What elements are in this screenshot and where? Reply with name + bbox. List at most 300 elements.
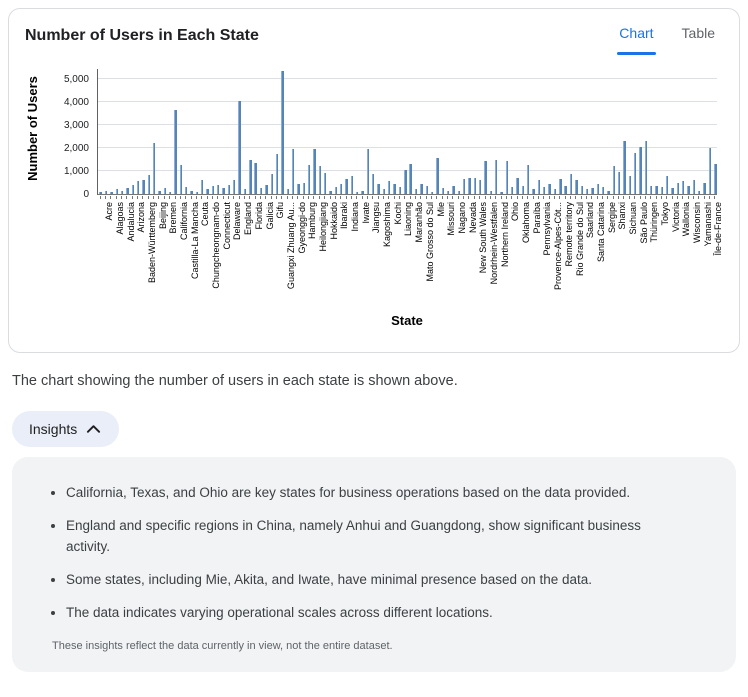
x-tick [308, 196, 309, 199]
bar [351, 176, 353, 194]
insights-button-label: Insights [29, 421, 78, 437]
bar [372, 174, 374, 194]
bar [303, 183, 305, 195]
x-tick [495, 196, 496, 199]
bar [607, 191, 609, 194]
bar [490, 191, 492, 194]
bar [442, 188, 444, 194]
bar [671, 188, 673, 194]
gridline [98, 101, 717, 102]
x-tick-label: Delaware [232, 202, 243, 241]
bar [244, 189, 246, 194]
bar [559, 179, 561, 194]
x-tick [682, 196, 683, 199]
x-tick-label: Alagoas [114, 202, 125, 235]
x-tick [265, 196, 266, 199]
x-tick [511, 196, 512, 199]
bar [249, 160, 251, 194]
bar [687, 186, 689, 194]
bar [415, 189, 417, 194]
bar [276, 154, 278, 194]
y-axis [43, 69, 97, 200]
x-tick [479, 196, 480, 199]
bar [500, 192, 502, 194]
bar [709, 148, 711, 194]
bar [105, 191, 107, 194]
x-tick [346, 196, 347, 199]
x-tick [148, 196, 149, 199]
x-tick [185, 196, 186, 199]
x-tick [223, 196, 224, 199]
chevron-up-icon [86, 424, 101, 434]
bar [254, 163, 256, 194]
bar [484, 161, 486, 194]
x-tick [153, 196, 154, 199]
x-tick-label: Florida [253, 202, 264, 230]
x-tick [142, 196, 143, 199]
bar [591, 188, 593, 194]
bar [634, 153, 636, 194]
x-tick-label: Heilongjiang [317, 202, 328, 252]
bar [393, 184, 395, 194]
x-tick [666, 196, 667, 199]
x-tick-label: Paraíba [531, 202, 542, 234]
bar [554, 189, 556, 194]
bar [522, 186, 524, 194]
tab-active-underline [617, 52, 655, 55]
x-tick [538, 196, 539, 199]
bar [281, 71, 283, 194]
x-tick [276, 196, 277, 199]
x-tick [404, 196, 405, 199]
x-tick-label: Rio Grande do Sul [574, 202, 585, 277]
gridline [98, 124, 717, 125]
x-tick-label: Ohio [510, 202, 521, 222]
x-tick [249, 196, 250, 199]
bar [650, 186, 652, 194]
x-tick [330, 196, 331, 199]
x-tick-label: Pennsylvania [542, 202, 553, 256]
x-tick [714, 196, 715, 199]
bar [238, 101, 240, 194]
x-tick-label: Nevada [467, 202, 478, 234]
bar [468, 178, 470, 194]
y-axis-title: Number of Users [24, 75, 40, 181]
x-tick [228, 196, 229, 199]
x-tick [570, 196, 571, 199]
bar [506, 161, 508, 194]
x-tick [207, 196, 208, 199]
bar [126, 188, 128, 194]
card-header [25, 25, 725, 51]
bar [377, 184, 379, 194]
bar [661, 187, 663, 194]
x-tick [640, 196, 641, 199]
x-tick [597, 196, 598, 199]
x-tick-label: New South Wales [478, 202, 489, 274]
bar [548, 184, 550, 194]
bar [409, 164, 411, 194]
insight-bullet: • Some states, including Mie, Akita, and Iwate, have minimal presence based on the data. [66, 570, 686, 590]
insight-bullet: • California, Texas, and Ohio are key states for business operations based on the data provided. [66, 483, 686, 503]
x-tick [362, 196, 363, 199]
x-tick [121, 196, 122, 199]
x-tick [169, 196, 170, 199]
bar [431, 192, 433, 194]
caption: The chart showing the number of users in each state is shown above. [12, 373, 458, 389]
bar [319, 166, 321, 194]
bar [361, 191, 363, 194]
tab-chart-label: Chart [619, 25, 654, 41]
bar [217, 185, 219, 194]
x-tick [196, 196, 197, 199]
bar [297, 184, 299, 194]
bar [164, 188, 166, 194]
x-tick-label: Gyeonggi-do [296, 202, 307, 254]
bar [602, 187, 604, 194]
x-tick-label: Ceuta [200, 202, 211, 227]
bar [538, 180, 540, 194]
x-tick [399, 196, 400, 199]
bar [137, 181, 139, 194]
bar [698, 191, 700, 194]
x-tick [356, 196, 357, 199]
bar [447, 191, 449, 194]
x-tick-label: Arizona [136, 202, 147, 233]
bar [682, 181, 684, 194]
x-tick-label: Mato Grosso do Sul [424, 202, 435, 282]
x-tick [688, 196, 689, 199]
x-tick [313, 196, 314, 199]
bar [180, 165, 182, 194]
x-tick [378, 196, 379, 199]
bar [613, 166, 615, 194]
bar [458, 191, 460, 194]
bar [148, 175, 150, 194]
x-tick-label: Bremen [168, 202, 179, 234]
y-tick-label: 2,000 [63, 143, 89, 154]
x-tick [575, 196, 576, 199]
x-tick [410, 196, 411, 199]
bar [645, 141, 647, 194]
x-tick-label: Baden-Württemberg [146, 202, 157, 284]
insight-bullet: • England and specific regions in China, namely Anhui and Guangdong, show significant business activity. [66, 516, 686, 557]
bar [222, 188, 224, 194]
x-tick [116, 196, 117, 199]
x-tick-label: Hokkaido [328, 202, 339, 240]
x-tick [281, 196, 282, 199]
x-tick-label: Remote territory [563, 202, 574, 267]
bar [185, 187, 187, 194]
x-tick [661, 196, 662, 199]
x-tick-label: Thüringen [649, 202, 660, 243]
x-tick [645, 196, 646, 199]
bar [271, 174, 273, 194]
x-tick [623, 196, 624, 199]
x-tick-label: Nordrhein-Westfalen [489, 202, 499, 285]
bar [714, 164, 716, 194]
x-tick [506, 196, 507, 199]
x-tick [137, 196, 138, 199]
x-tick [677, 196, 678, 199]
bar [265, 185, 267, 194]
x-tick-label: Connecticut [221, 202, 232, 250]
bar [228, 185, 230, 194]
x-tick-label: Maranhão [414, 202, 425, 243]
x-tick [110, 196, 111, 199]
x-tick [613, 196, 614, 199]
x-tick [704, 196, 705, 199]
x-tick-label: Missouri [446, 202, 457, 236]
bar [388, 181, 390, 194]
bar [287, 189, 289, 194]
x-tick [436, 196, 437, 199]
y-tick-label: 1,000 [63, 166, 89, 177]
bar [532, 189, 534, 194]
bar-chart [25, 65, 725, 337]
x-tick-label: Île-de-France [713, 202, 724, 256]
x-tick [693, 196, 694, 199]
y-tick-label: 5,000 [63, 74, 89, 85]
x-tick [324, 196, 325, 199]
x-tick [490, 196, 491, 199]
x-tick [415, 196, 416, 199]
bar [340, 184, 342, 194]
x-tick [233, 196, 234, 199]
bar [639, 147, 641, 194]
bar [121, 191, 123, 194]
x-tick [388, 196, 389, 199]
x-tick [463, 196, 464, 199]
bar [597, 184, 599, 194]
x-tick-label: California [179, 202, 189, 241]
bar [703, 183, 705, 194]
bar [174, 110, 176, 194]
x-tick-label: Yamanashi [702, 202, 713, 247]
x-tick-label: Northern Ireland [499, 202, 510, 268]
tab-chart[interactable] [619, 25, 653, 51]
x-tick [335, 196, 336, 199]
x-tick-label: Santa Catarina [595, 202, 606, 263]
bar [260, 188, 262, 194]
bar [527, 165, 529, 194]
x-tick [602, 196, 603, 199]
tab-table[interactable] [682, 25, 715, 51]
x-tick [672, 196, 673, 199]
bar [479, 180, 481, 194]
x-tick [105, 196, 106, 199]
plot-area [97, 69, 717, 195]
page-title: Number of Users in Each State [25, 27, 259, 44]
x-tick [292, 196, 293, 199]
x-tick-label: Provence-Alpes-Côt... [553, 202, 564, 291]
x-tick [132, 196, 133, 199]
bar [110, 192, 112, 194]
x-tick-label: Chungcheongnam-do [211, 202, 222, 289]
bar [399, 187, 401, 194]
bar [132, 185, 134, 194]
bar [169, 192, 171, 194]
x-tick [287, 196, 288, 199]
x-tick [543, 196, 544, 199]
bar [367, 149, 369, 194]
x-tick-label: Victoria [670, 202, 681, 232]
x-tick-label: São Paulo [638, 202, 649, 244]
x-tick-label: Kagoshima [382, 202, 393, 248]
x-tick [340, 196, 341, 199]
x-tick-label: Nagano [456, 202, 467, 234]
x-tick-label: Liaoning [403, 202, 414, 237]
x-tick [554, 196, 555, 199]
x-tick-label: Galicia [264, 202, 275, 230]
bar [99, 192, 101, 194]
x-tick [634, 196, 635, 199]
bar [511, 187, 513, 194]
x-tick-label: Acre [104, 202, 115, 221]
x-tick [239, 196, 240, 199]
bar [495, 160, 497, 195]
x-tick [559, 196, 560, 199]
x-tick [180, 196, 181, 199]
bar [436, 158, 438, 194]
x-tick-label: Castilla-La Mancha [189, 202, 200, 280]
x-tick-label: Wisconsin [692, 202, 703, 244]
x-tick-label: England [243, 202, 254, 236]
x-tick [383, 196, 384, 199]
x-tick-label: Guangxi Zhuang Au... [285, 202, 296, 290]
x-tick-label: Beijing [157, 202, 168, 230]
bar [335, 187, 337, 194]
bar [474, 178, 476, 194]
x-tick [527, 196, 528, 199]
x-tick [485, 196, 486, 199]
x-tick [201, 196, 202, 199]
x-tick [367, 196, 368, 199]
bar [153, 143, 155, 194]
insights-panel [12, 457, 736, 672]
bar [426, 186, 428, 194]
x-tick [426, 196, 427, 199]
bar [677, 183, 679, 195]
x-tick [565, 196, 566, 199]
bar [116, 189, 118, 194]
y-tick-label: 4,000 [63, 97, 89, 108]
x-tick-label: Ibaraki [339, 202, 350, 230]
x-tick [629, 196, 630, 199]
bar [324, 173, 326, 194]
x-tick [319, 196, 320, 199]
bar [233, 180, 235, 194]
x-tick-label: Iwate [360, 202, 371, 224]
x-tick-label: Mie [435, 202, 446, 217]
x-tick [100, 196, 101, 199]
x-tick [271, 196, 272, 199]
bar [543, 187, 545, 194]
bar [463, 179, 465, 194]
bar [190, 191, 192, 194]
gridline [98, 78, 717, 79]
x-tick-label: Sergipe [606, 202, 617, 234]
bar [575, 180, 577, 194]
x-tick-label: Shanxi [617, 202, 628, 230]
bar [356, 192, 358, 194]
x-tick [452, 196, 453, 199]
x-tick-label: Wallonia [681, 202, 692, 237]
bar [383, 189, 385, 194]
bar [586, 189, 588, 194]
tab-table-label: Table [681, 25, 715, 41]
x-tick [394, 196, 395, 199]
bar [142, 180, 144, 194]
bar [212, 186, 214, 194]
x-tick [431, 196, 432, 199]
x-tick [158, 196, 159, 199]
bar [329, 191, 331, 194]
x-tick [549, 196, 550, 199]
x-tick [709, 196, 710, 199]
x-tick-label: Saarland [585, 202, 596, 239]
x-tick [447, 196, 448, 199]
x-tick [244, 196, 245, 199]
x-tick-label: Oklahoma [521, 202, 532, 244]
x-tick [501, 196, 502, 199]
insight-bullet: • The data indicates varying operational scales across different locations. [66, 603, 686, 623]
x-tick [351, 196, 352, 199]
x-tick [175, 196, 176, 199]
bar [516, 178, 518, 194]
bar [158, 191, 160, 194]
bar [345, 179, 347, 194]
x-tick [212, 196, 213, 199]
x-tick [303, 196, 304, 199]
x-tick [217, 196, 218, 199]
x-tick [656, 196, 657, 199]
x-tick [650, 196, 651, 199]
x-tick-label: Sichuan [627, 202, 638, 235]
x-tick-label: Gifu [275, 202, 286, 219]
x-tick [126, 196, 127, 199]
x-tick-label: Hamburg [307, 202, 318, 240]
x-tick [260, 196, 261, 199]
x-tick [191, 196, 192, 199]
x-tick [255, 196, 256, 199]
x-tick [517, 196, 518, 199]
x-tick-label: Indiana [350, 202, 361, 232]
insights-footnote: These insights reflect the data currently in view, not the entire dataset. [52, 640, 393, 653]
x-tick [468, 196, 469, 199]
x-tick [698, 196, 699, 199]
x-tick [297, 196, 298, 199]
insights-toggle-button[interactable] [12, 411, 119, 447]
bar [292, 149, 294, 194]
x-tick [164, 196, 165, 199]
x-tick [420, 196, 421, 199]
bar [564, 186, 566, 194]
bar [404, 170, 406, 194]
x-tick [474, 196, 475, 199]
x-tick [581, 196, 582, 199]
y-tick-label: 0 [83, 189, 89, 200]
x-tick [372, 196, 373, 199]
x-tick [442, 196, 443, 199]
x-tick [591, 196, 592, 199]
view-tabs [619, 25, 725, 51]
x-tick [618, 196, 619, 199]
x-tick-label: Andalucia [125, 202, 136, 242]
x-tick [522, 196, 523, 199]
x-tick-label: Jiangsu [371, 202, 382, 234]
insights-bullet-list [24, 483, 706, 623]
